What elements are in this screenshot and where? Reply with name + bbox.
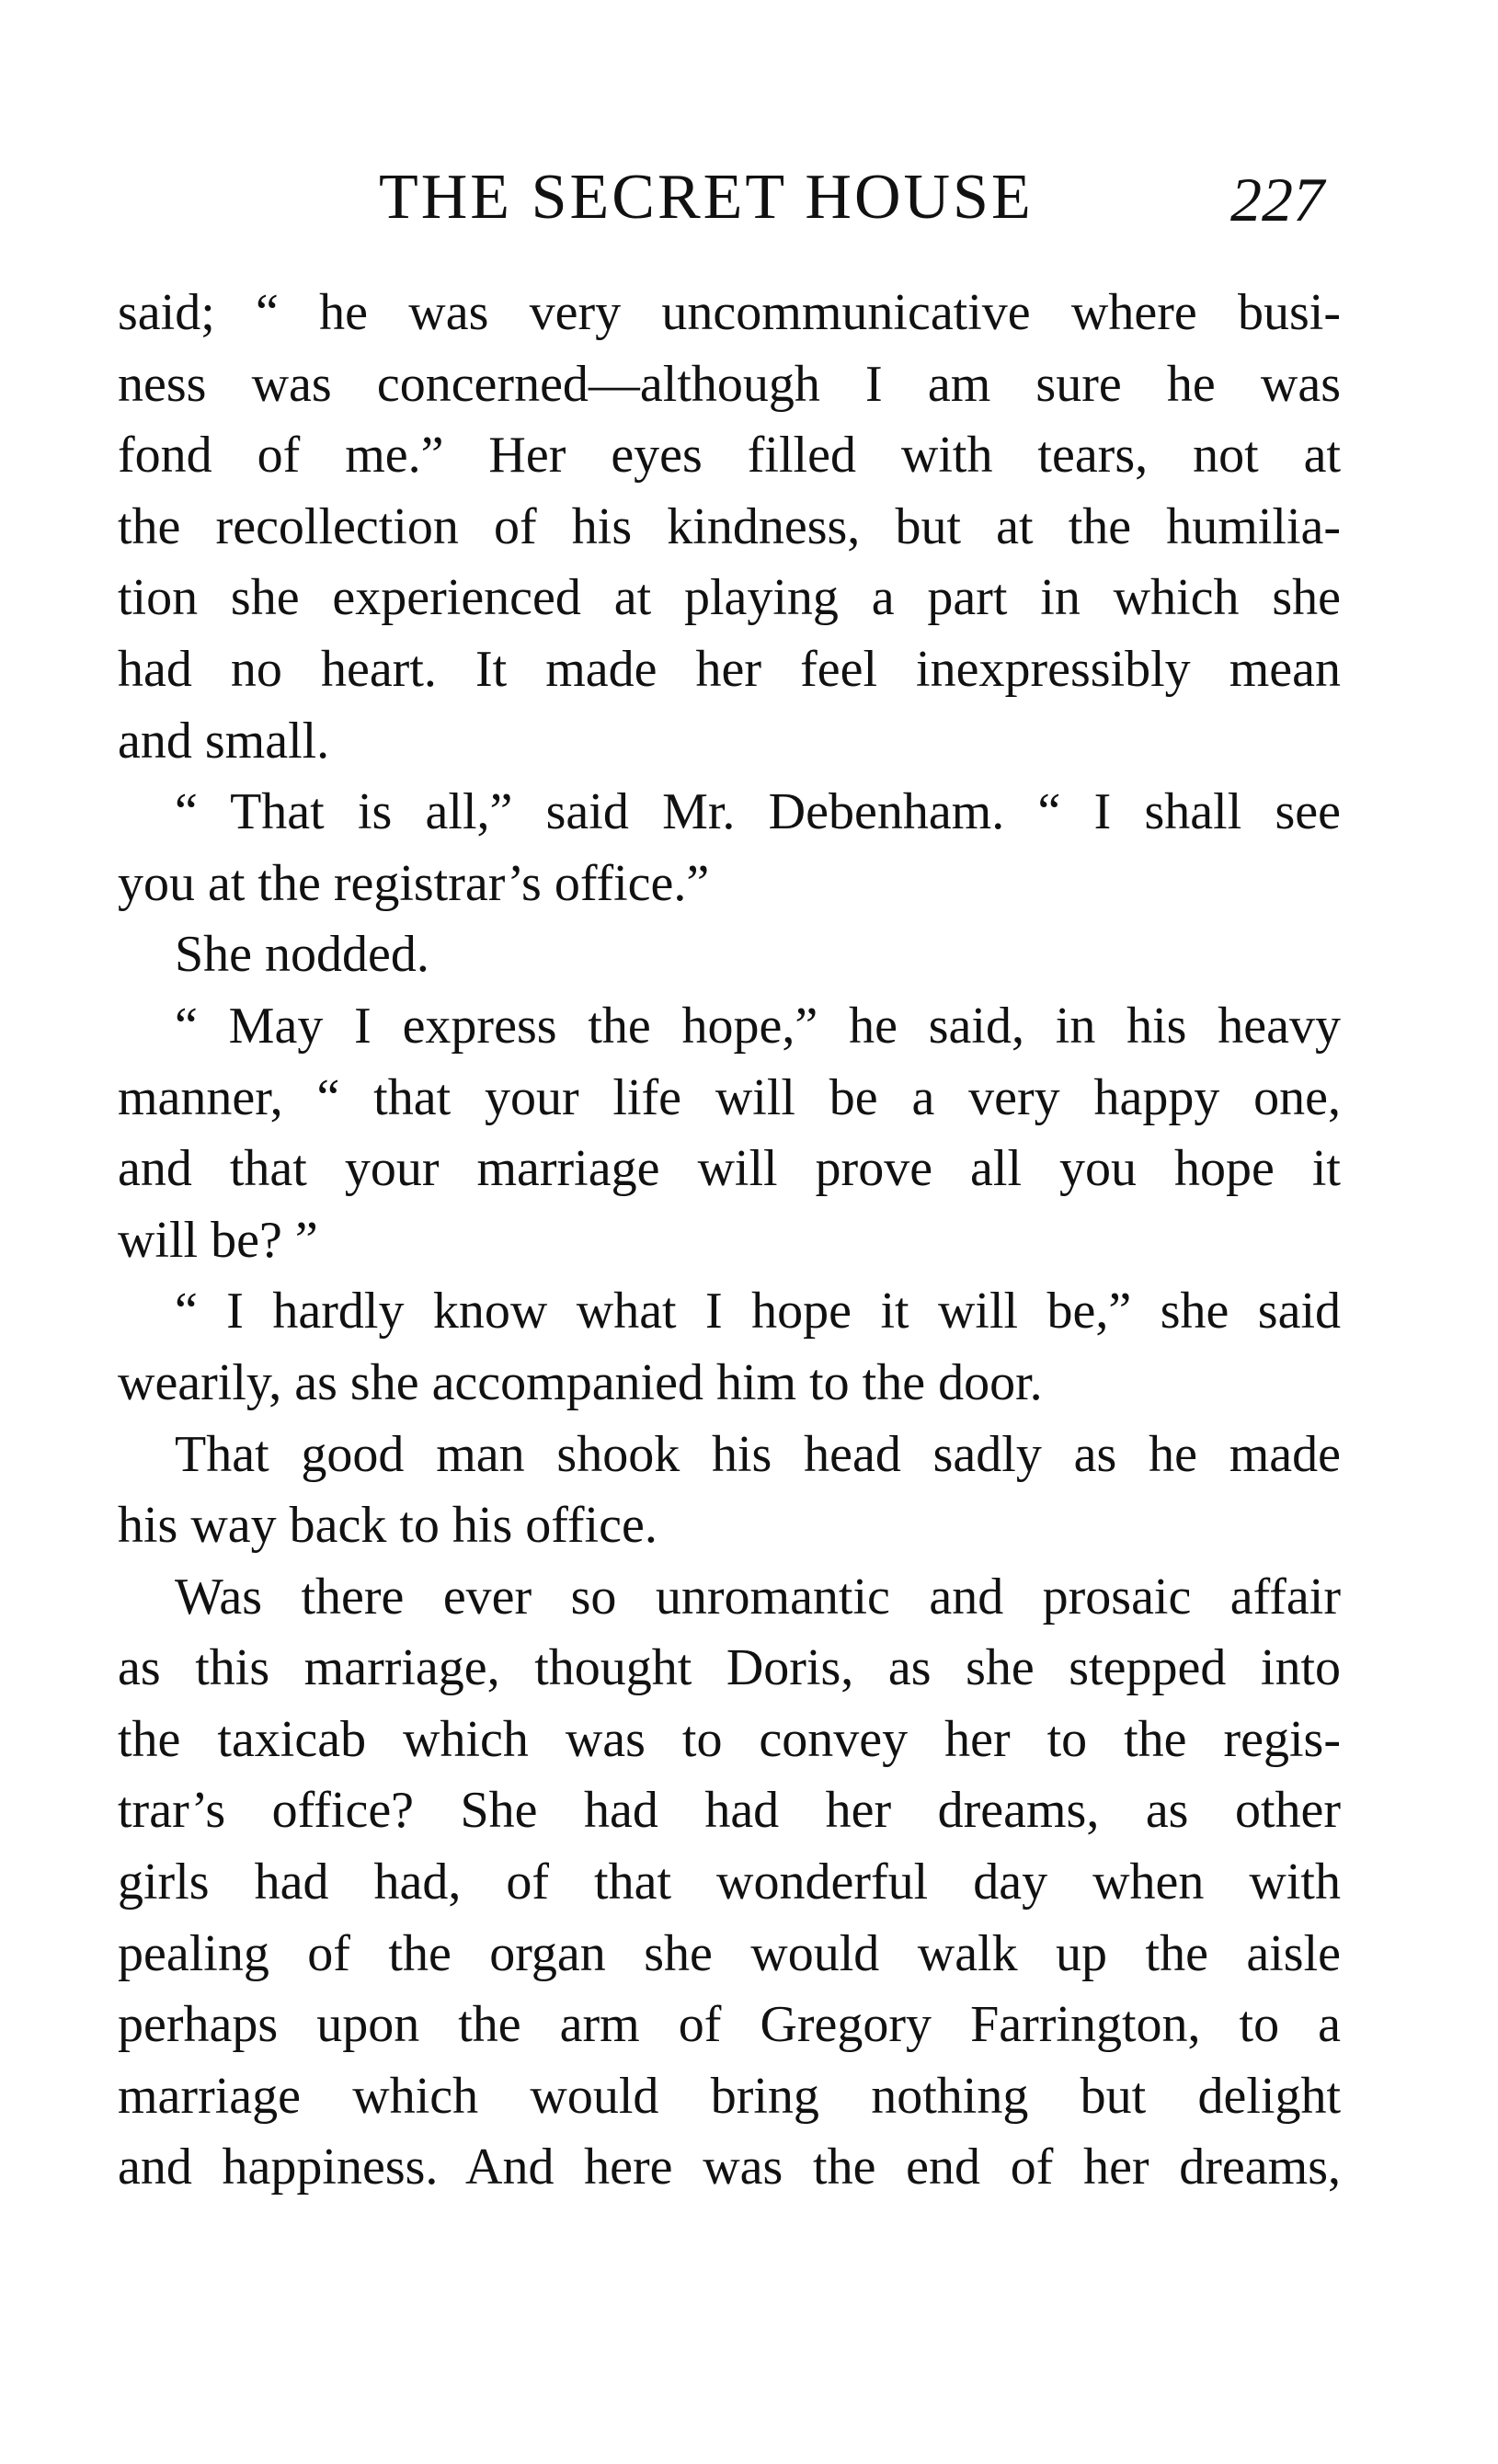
text-line: will be? ” — [118, 1211, 318, 1269]
text-line: “ May I express the hope,” he said, in his heavy — [175, 997, 1341, 1055]
text-line: fond of me.” Her eyes filled with tears, not at — [118, 427, 1341, 485]
running-head — [0, 156, 1498, 239]
text-line: marriage which would bring nothing but delight — [118, 2067, 1341, 2125]
text-line: perhaps upon the arm of Gregory Farrington, to a — [118, 1996, 1341, 2054]
text-line: manner, “ that your life will be a very happy one, — [118, 1068, 1341, 1126]
text-line: “ That is all,” said Mr. Debenham. “ I shall see — [175, 783, 1341, 841]
text-line: had no heart. It made her feel inexpressibly mean — [118, 640, 1341, 698]
page-number: 227 — [1230, 165, 1324, 234]
text-line: pealing of the organ she would walk up the aisle — [118, 1924, 1341, 1982]
text-line: said; “ he was very uncommunicative where busi- — [118, 284, 1341, 341]
text-line: you at the registrar’s office.” — [118, 854, 710, 912]
text-line: and small. — [118, 712, 330, 770]
text-line: the taxicab which was to convey her to the regis- — [118, 1710, 1341, 1768]
text-line: his way back to his office. — [118, 1497, 658, 1555]
text-line: tion she experienced at playing a part in which she — [118, 569, 1341, 627]
text-line: trar’s office? She had had her dreams, as other — [118, 1782, 1341, 1840]
text-line: She nodded. — [175, 926, 429, 984]
text-line: Was there ever so unromantic and prosaic affair — [175, 1568, 1341, 1626]
text-line: the recollection of his kindness, but at the humilia- — [118, 497, 1341, 555]
text-line: as this marriage, thought Doris, as she stepped into — [118, 1639, 1341, 1697]
text-line: and that your marriage will prove all you hope it — [118, 1140, 1341, 1198]
text-line: ness was concerned—although I am sure he was — [118, 355, 1341, 413]
body-text — [118, 278, 1341, 2204]
text-line: “ I hardly know what I hope it will be,” she said — [175, 1283, 1341, 1340]
text-line: wearily, as she accompanied him to the door. — [118, 1353, 1043, 1411]
text-line: girls had had, of that wonderful day when with — [118, 1854, 1341, 1911]
running-title: THE SECRET HOUSE — [379, 162, 1034, 233]
text-line: and happiness. And here was the end of her dreams, — [118, 2139, 1341, 2196]
text-line: That good man shook his head sadly as he made — [175, 1425, 1341, 1483]
